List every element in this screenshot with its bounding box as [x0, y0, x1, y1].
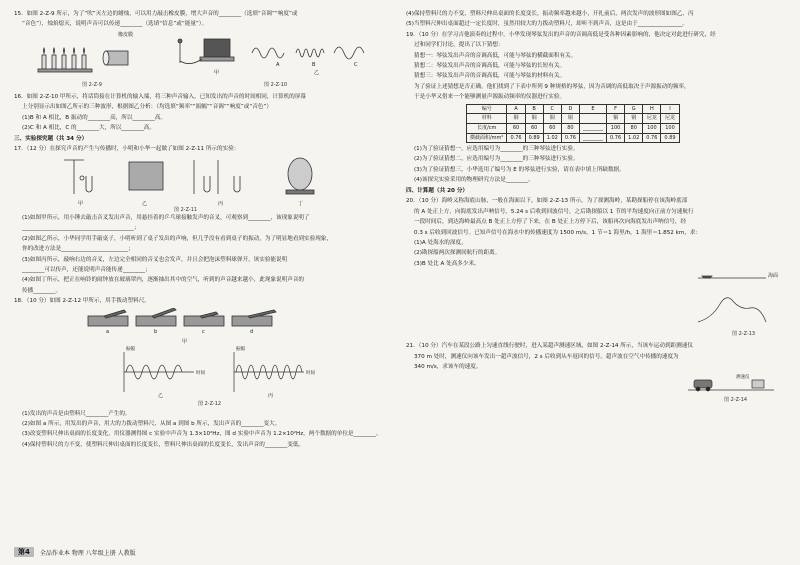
left-column	[14, 10, 394, 451]
table-cell: 铜	[561, 114, 579, 124]
q19-guess2: 猜想二：琴弦发出声音的音调高低，可能与琴弦的长短有关。	[414, 62, 566, 69]
q17-line8: (4)如图丁所示，把正在响铃的闹钟放在玻璃罩内，逐渐抽出其中的空气，听到的声音越来越小，此现象说明声音的	[22, 277, 305, 284]
table-cell: D	[561, 104, 579, 114]
table-cell: 0.89	[661, 133, 679, 143]
fig12-c: c	[202, 328, 205, 335]
fig12-b: b	[154, 328, 158, 335]
q19-line3: 为了验证上述猜想是否正确，他们找到了下表中所列 9 种规格的琴弦，因为音调的高低取决于声源振动的频率，	[414, 83, 690, 90]
fig-2-z-11	[14, 156, 394, 212]
waveform-figure	[174, 33, 384, 77]
table-cell: 100	[661, 123, 679, 133]
fig10-label-c: C	[354, 61, 358, 68]
q20-line2: 的 A 处正上方，向海底发出声呐信号，5.24 s 后收到回波信号，之后勘探船以 1 节的平均速度向正前方匀速航行	[414, 208, 694, 215]
table-cell: 0.76	[561, 133, 579, 143]
q19-sub2: (2)为了验证猜想二，应选用编号为________的三种琴弦进行实验。	[414, 156, 579, 163]
q18-line2: (1)发出的声音是由塑料尺________产生的。	[22, 410, 131, 417]
fig12-yi: 乙	[158, 392, 164, 399]
table-cell: 长度/cm	[467, 123, 507, 133]
q19-sub3: (3)为了验证猜想三，小华选用了编号为 E 的琴弦进行实验，请在表中填上所缺数据。	[414, 166, 625, 173]
q20-line1: 20．（10 分）海岭又称海底山脉，一般在海面以下，如图 2-Z-13 所示，为了探测海岭，某勘探船停在该海岭底部	[406, 198, 688, 205]
table-cell: 60	[525, 123, 543, 133]
q16-line1: 16．如图 2-Z-10 甲所示，将话筒接在计算机的输入端，将三种声音输入，已知发出的声音的时间相同，计算机的屏幕	[14, 93, 307, 100]
fig10-label-jia: 甲	[214, 69, 220, 76]
q18-cont-line1: (4)保持塑料尺的力不变，塑料尺伸出桌面的长度变长，振动频率越来越小，开扎前后，两次发声的波形图如图乙、丙	[406, 11, 694, 17]
fig12-axis-x2: 时间	[306, 370, 315, 376]
table-cell: 钢	[625, 114, 643, 124]
table-cell: 1.02	[625, 133, 643, 143]
q19-line4: 于是小华又借来一个能够测量声源振动频率的仪器进行实验。	[414, 94, 566, 101]
speed-meter-label: 测速仪	[736, 374, 750, 380]
fig11-label-bing: 丙	[218, 200, 224, 207]
q19-guess1: 猜想一：琴弦发出声音的音调高低，可能与琴弦的横截面积有关。	[414, 52, 577, 59]
table-cell: G	[625, 104, 643, 114]
fig11-caption: 图 2-Z-11	[174, 206, 198, 213]
fig9-caption: 图 2-Z-9	[82, 81, 102, 88]
table-cell: 1.02	[543, 133, 561, 143]
q18-line1: 18．（10 分）如图 2-Z-12 甲所示，用手拨动塑料尺。	[14, 298, 150, 305]
q15-line1: 15．如图 2-Z-9 所示，为了“吹”灭左边的蜡烛，可以用力敲击橡皮膜，增大声音的________（选填“音调”“响度”或	[14, 11, 298, 17]
fig-row-9-10	[14, 31, 394, 91]
fig14-caption: 图 2-Z-14	[724, 396, 748, 403]
q17-line2: (1)如图甲所示，用小锤去敲击音叉发出声音，用悬挂着的乒乓球接触发声的音叉，可观察到________，该现象说明了	[22, 214, 310, 221]
q17-line6: (3)如图丙所示，敲响右边的音叉，左边完全相同的音叉也会发声，并且会把泡沫塑料球弹开，该实验能说明	[22, 256, 288, 263]
ruler-and-waves-figure	[84, 308, 344, 400]
fig12-caption: 图 2-Z-12	[198, 400, 222, 407]
fig12-d: d	[250, 328, 254, 335]
q19-guess3: 猜想三：琴弦发出声音的音调高低，可能与琴弦的材料有关。	[414, 73, 566, 80]
section-4-heading: 四、计算题（共 20 分）	[406, 187, 469, 194]
q18-line4: (3)改变塑料尺伸出桌面的长度变化，用仪器测得图 c 实验中声音为 1.3×10²Hz，图 d 实验中声音为 1.2×10²Hz，两个数据的单位是________。	[22, 431, 382, 438]
table-cell: ________	[580, 133, 607, 143]
footer-text: 全品作业本 物理 八年级上册 人教版	[39, 549, 136, 557]
q18-cont-line2: (5)当塑料尺伸出桌面超过一定长度时，虽然用较大的力拨动塑料尺，却听不到声音，这是由于________________。	[406, 21, 689, 28]
table-cell: 80	[561, 123, 579, 133]
fig12-axis-x1: 时间	[196, 370, 205, 376]
q15-line2: “音色”），烛焰熄灭，说明声音可以传递________（选填“信息”或“能量”）。	[22, 21, 208, 28]
table-cell: 0.76	[607, 133, 625, 143]
q20-sub3: (3)B 处比 A 处高多少米。	[414, 260, 480, 267]
table-row	[467, 123, 680, 133]
candles-figure	[34, 33, 144, 81]
page-number: 第4	[14, 547, 34, 557]
q17-line3: ________________________________________；	[22, 225, 140, 232]
q19-line2: 过和同学们讨论，提出了以下猜想：	[414, 42, 504, 49]
fig10-label-a: A	[276, 61, 280, 68]
fig12-jia: 甲	[182, 338, 188, 345]
q19-line1: 19．（10 分）在学习吉他演奏的过程中，小华发现琴弦发出的声音的音调高低是受各种因素影响的，他决定对此进行研究，经	[406, 31, 716, 38]
table-cell: 0.89	[525, 133, 543, 143]
q20-sub2: (2)勘探船两次探测间航行的距离。	[414, 250, 501, 257]
table-cell: 尼龙	[661, 114, 679, 124]
table-cell: 100	[607, 123, 625, 133]
car-speed-figure	[686, 374, 776, 394]
q20-line4: 0.3 s 后收到回波信号。已知声信号在海水中的传播速度为 1500 m/s，1 节＝1 海里/h，1 海里＝1.852 km，求：	[414, 229, 702, 236]
table-cell: B	[525, 104, 543, 114]
fig12-axis-y2: 振幅	[236, 346, 245, 352]
table-cell	[580, 114, 607, 124]
fig11-label-yi: 乙	[142, 200, 148, 207]
fig11-label-ding: 丁	[298, 200, 304, 207]
q21-line2: 370 m 处时，测速仪向该车发出一超声波信号，2 s 后收到从车返回的信号。超声波在空气中传播的速度为	[414, 353, 679, 360]
fig-2-z-12	[14, 308, 394, 408]
fig12-bing: 丙	[268, 392, 274, 399]
table-cell: 铜	[525, 114, 543, 124]
table-cell: 尼龙	[643, 114, 661, 124]
q17-line5: 你的改进方法是________________________；	[22, 246, 134, 253]
table-cell: 编号	[467, 104, 507, 114]
right-column	[406, 10, 790, 406]
q21-line1: 21．（10 分）汽车在某段公路上匀速直线行驶时，进入某超声测速区域，如图 2-Z-14 所示，当该车运动到距测速仪	[406, 343, 693, 350]
table-cell: 材料	[467, 114, 507, 124]
q20-sub1: (1)A 处海水的深度。	[414, 240, 467, 247]
table-cell: I	[661, 104, 679, 114]
q16-line2: 上分别显示出如图乙所示的三种波形，根据图乙分析：（均选填“频率”“振幅”“音调”“响度”或“音色”）	[22, 104, 272, 111]
membrane-label: 橡皮膜	[118, 31, 134, 38]
q17-line4: (2)如图乙所示，小华同学用手敲桌子，小明听到了桌子发出的声响，但几乎没有看到桌子的振动，为了明显地看到实验现象，	[22, 235, 332, 242]
table-header-row	[467, 104, 680, 114]
section-3-heading: 三、实验探究题（共 34 分）	[14, 135, 88, 142]
fig11-label-jia: 甲	[78, 200, 84, 207]
q16-line4: (2)C 和 A 相比，C 的________大，所以________高。	[22, 125, 155, 132]
table-cell: 铜	[607, 114, 625, 124]
fig13-caption: 图 2-Z-13	[732, 331, 756, 338]
table-cell: 60	[543, 123, 561, 133]
tuning-fork-figures	[54, 156, 354, 200]
table-cell: 60	[507, 123, 525, 133]
sea-surface-label: 海面	[768, 273, 779, 280]
q19-sub4: (4)该探究实验采用的物理研究方法是________。	[414, 177, 534, 184]
q19-sub1: (1)为了验证猜想一，应选用编号为________的三种琴弦进行实验。	[414, 146, 579, 153]
q17-line9: 传播________。	[22, 287, 62, 294]
table-row	[467, 133, 680, 143]
table-cell: H	[643, 104, 661, 114]
fig10-label-b: B	[312, 61, 316, 68]
table-cell: F	[607, 104, 625, 114]
table-cell: 横截面积/mm²	[467, 133, 507, 143]
table-cell: 80	[625, 123, 643, 133]
q18-line5: (4)保持塑料尺的力不变，使塑料尺伸出桌面的长度变长，塑料尺伸出桌面的长度变长，发出声音的________变低。	[22, 441, 305, 448]
table-cell: E	[580, 104, 607, 114]
fig10-caption: 图 2-Z-10	[264, 81, 288, 88]
table-row	[467, 114, 680, 124]
table-cell: 100	[643, 123, 661, 133]
fig12-axis-y1: 振幅	[126, 346, 135, 352]
table-cell: 0.76	[643, 133, 661, 143]
q16-line3: (1)B 和 A 相比，B 振动的________高，所以________高。	[22, 114, 167, 121]
table-cell: A	[507, 104, 525, 114]
q17-line1: 17．（12 分）在探究声音的产生与传播时，小明和小华一起做了如图 2-Z-11 所示的实验：	[14, 146, 240, 153]
fig-2-z-14	[406, 374, 790, 404]
fig-2-z-13	[406, 270, 790, 340]
table-cell: 0.76	[507, 133, 525, 143]
fig10-label-yi: 乙	[314, 69, 320, 76]
page-footer	[14, 547, 136, 557]
table-cell: 铜	[507, 114, 525, 124]
q21-line3: 340 m/s，求该车的速度。	[414, 364, 482, 371]
string-spec-table	[466, 104, 680, 143]
fig12-a: a	[106, 328, 110, 335]
table-cell: ________	[580, 123, 607, 133]
table-cell: 铜	[543, 114, 561, 124]
table-cell: C	[543, 104, 561, 114]
q17-line7: ________可以传声，还能说明声音能传递________；	[22, 266, 151, 273]
q18-line3: (2)如图 a 所示，用发出的声音，用大的力拨动塑料尺，从图 a 到图 b 所示，发出声音的________变大。	[22, 421, 281, 428]
q20-line3: 一段时间后，到达海岭最高点 B 处正上方停了下来，在 B 处正上方停下后，该船再次向海底发出声呐信号，经	[414, 219, 687, 226]
